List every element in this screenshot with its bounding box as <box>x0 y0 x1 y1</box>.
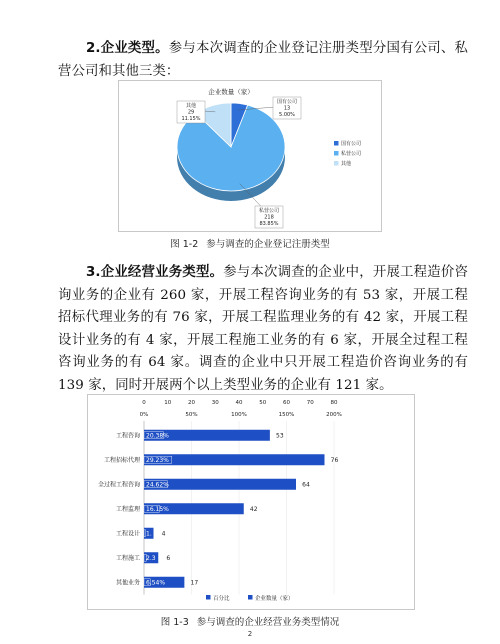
figure-2-caption-number: 图 1-3 <box>160 617 189 628</box>
pie-label-value: 29 <box>187 109 195 116</box>
category-label: 工程咨询 <box>115 432 140 440</box>
category-label: 其他业务 <box>115 579 140 587</box>
bar-percent-label: 16.15% <box>146 505 169 513</box>
bar-legend-label-2: 企业数量（家） <box>255 596 294 602</box>
bar-percent-label: 2.3 <box>146 554 156 562</box>
bar-chart-frame <box>87 394 415 610</box>
bar-count-label: 17 <box>190 579 199 587</box>
bar-count-label: 64 <box>302 481 310 489</box>
top-axis-tick-label: 30 <box>211 400 219 406</box>
pie-chart <box>119 81 381 231</box>
bar-percent-label: 20.38% <box>146 432 169 440</box>
bar-percent-label: 24.62% <box>146 481 169 489</box>
top-axis-tick-label: 10 <box>164 400 172 406</box>
pie-label-category: 私营公司 <box>258 208 280 214</box>
category-label: 工程监理 <box>115 505 140 513</box>
bar-percent-label: 1. <box>146 530 152 538</box>
bar-count-label: 6 <box>166 554 171 562</box>
category-label: 全过程工程咨询 <box>97 481 140 489</box>
pie-legend-label-1: 国有公司 <box>341 141 362 147</box>
bottom-axis-tick-label: 150% <box>278 412 295 418</box>
figure-2-caption <box>0 614 500 628</box>
bar-percent-label: 6.54% <box>146 579 166 587</box>
section-3-text: 参与本次调查的企业中，开展工程造价咨询业务的企业有 260 家，开展工程咨询业务的有 53 家，开展工程招标代理业务的有 76 家，开展工程监理业务的有 42 家，开展工程设计业务的有 4 家，开展工程施工业务的有 6 家，开展全过程工程咨询业务的有 64 家。调查的企业中只开展工程造价咨询业务的有 139 家，同时开展两个以上类型业务的企业有 121 家。 <box>58 265 468 393</box>
figure-1-caption-text: 参与调查的企业登记注册类型 <box>206 239 330 250</box>
top-axis-tick-label: 70 <box>306 400 314 406</box>
bottom-axis-tick-label: 0% <box>139 412 149 418</box>
pie-label-value: 13 <box>283 105 291 112</box>
bar-chart <box>88 395 414 609</box>
top-axis-tick-label: 80 <box>330 400 338 406</box>
pie-chart-title: 企业数量（家） <box>208 88 254 96</box>
pie-label-percent: 83.85% <box>259 221 279 227</box>
figure-1-caption <box>0 236 500 250</box>
section-3-paragraph <box>58 262 468 397</box>
bar-legend-swatch-1 <box>206 595 211 600</box>
bottom-axis-tick-label: 200% <box>326 412 342 418</box>
section-2-paragraph <box>58 38 468 83</box>
bar-count-label: 76 <box>330 456 339 464</box>
bar-count-label: 53 <box>276 432 284 440</box>
bar-legend-swatch-2 <box>248 595 253 600</box>
section-2-heading: 2.企业类型。 <box>86 41 169 56</box>
category-label: 工程设计 <box>115 530 140 538</box>
pie-label-percent: 5.00% <box>279 112 295 118</box>
top-axis-tick-label: 20 <box>188 400 195 406</box>
pie-data-label-3 <box>177 101 205 123</box>
section-3-heading: 3.企业经营业务类型。 <box>86 265 224 280</box>
top-axis-tick-label: 0 <box>142 400 146 406</box>
top-axis-tick-label: 50 <box>259 400 267 406</box>
pie-legend-swatch-1 <box>334 141 339 146</box>
page-number: 2 <box>247 630 253 638</box>
bottom-axis-tick-label: 100% <box>231 412 247 418</box>
pie-data-label-2 <box>255 206 283 228</box>
pie-label-category: 国有公司 <box>276 99 298 105</box>
pie-legend-label-3: 其他 <box>341 161 352 167</box>
pie-data-label-1 <box>273 97 301 119</box>
category-label: 工程施工 <box>115 554 140 562</box>
bottom-axis-tick-label: 50% <box>185 412 198 418</box>
top-axis-tick-label: 60 <box>283 400 290 406</box>
pie-label-value: 218 <box>264 214 274 221</box>
category-label: 工程招标代理 <box>103 456 140 464</box>
pie-legend-swatch-2 <box>334 151 339 156</box>
figure-2-caption-text: 参与调查的企业经营业务类型情况 <box>196 617 340 628</box>
figure-1-caption-number: 图 1-2 <box>170 239 199 250</box>
bar-count-label: 42 <box>249 505 258 513</box>
top-axis-tick-label: 40 <box>235 400 243 406</box>
pie-chart-frame <box>118 80 382 232</box>
pie-label-category: 其他 <box>185 103 197 109</box>
bar-count-label: 4 <box>161 530 166 538</box>
bar-legend-label-1: 百分比 <box>213 596 230 602</box>
pie-legend-swatch-3 <box>334 161 339 166</box>
pie-legend-label-2: 私营公司 <box>341 151 362 157</box>
pie-label-percent: 11.15% <box>181 116 201 122</box>
bar-percent-label: 29.23% <box>146 456 169 464</box>
section-2-text: 参与本次调查的企业登记注册类型分国有公司、私营公司和其他三类： <box>58 41 469 79</box>
